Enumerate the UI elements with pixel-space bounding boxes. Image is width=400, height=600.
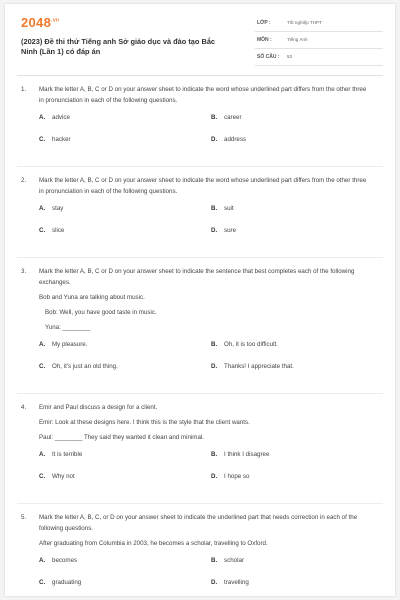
answer-option-a[interactable] <box>39 555 77 566</box>
question-separator <box>17 503 383 504</box>
meta-value: 53 <box>287 54 293 59</box>
question-passage-line: After graduating from Columbia in 2003, he becomes a scholar, travelling to Oxford. <box>39 540 268 547</box>
option-key: A. <box>39 451 46 458</box>
question-separator <box>17 257 383 258</box>
answer-option-c[interactable] <box>39 361 118 372</box>
option-text: slice <box>52 227 65 234</box>
question-number: 4. <box>21 404 27 411</box>
answer-option-d[interactable] <box>211 577 249 588</box>
question-number: 2. <box>21 177 27 184</box>
answer-option-a[interactable] <box>39 203 63 214</box>
option-text: suit <box>224 205 234 212</box>
question-passage-line: Yuna: ________ <box>45 324 91 331</box>
option-key: B. <box>211 114 218 121</box>
answer-option-b[interactable] <box>211 339 278 350</box>
answer-option-d[interactable] <box>211 471 249 482</box>
option-key: C. <box>39 579 46 586</box>
option-key: C. <box>39 473 46 480</box>
option-text: advice <box>52 114 70 121</box>
option-text: travelling <box>224 579 249 586</box>
option-key: A. <box>39 205 46 212</box>
answer-options <box>39 112 367 160</box>
option-text: My pleasure. <box>52 341 88 348</box>
answer-option-a[interactable] <box>39 449 82 460</box>
option-key: D. <box>211 136 218 143</box>
option-text: sure <box>224 227 237 234</box>
option-text: Why not <box>52 473 75 480</box>
option-key: A. <box>39 341 46 348</box>
option-text: hacker <box>52 136 71 143</box>
meta-row-count <box>255 52 383 66</box>
option-text: becomes <box>52 557 78 564</box>
option-text: stay <box>52 205 64 212</box>
option-text: It is terrible <box>52 451 83 458</box>
question-text: Mark the letter A, B, C or D on your answer sheet to indicate the word whose underlined part differs from the other three in pronunciation in each of the following questions. <box>39 86 367 104</box>
answer-option-d[interactable] <box>211 225 236 236</box>
option-text: graduating <box>52 579 82 586</box>
question-1 <box>5 84 395 160</box>
question-separator <box>17 393 383 394</box>
logo-text: 2048 <box>21 15 52 30</box>
answer-option-c[interactable] <box>39 577 81 588</box>
question-number: 3. <box>21 268 27 275</box>
option-text: I think I disagree <box>224 451 270 458</box>
answer-options <box>39 555 367 596</box>
answer-options <box>39 449 367 497</box>
option-key: C. <box>39 227 46 234</box>
option-text: I hope so <box>224 473 250 480</box>
meta-label: MÔN : <box>257 37 272 43</box>
question-passage-line: Emir: Look at these designs here. I think this is the style that the client wants. <box>39 419 250 426</box>
question-number: 1. <box>21 86 27 93</box>
meta-value: Tốt nghiệp THPT <box>287 20 322 25</box>
option-key: B. <box>211 341 218 348</box>
option-text: Thanks! I appreciate that. <box>224 363 294 370</box>
question-separator <box>17 166 383 167</box>
logo-suffix: .vn <box>51 17 60 24</box>
meta-label: LỚP : <box>257 20 271 26</box>
meta-label: SỐ CÂU : <box>257 54 280 60</box>
option-text: Oh, it is too difficult. <box>224 341 278 348</box>
option-key: B. <box>211 557 218 564</box>
question-passage-line: Bob: Well, you have good taste in music. <box>45 309 157 316</box>
answer-option-b[interactable] <box>211 555 244 566</box>
option-key: B. <box>211 451 218 458</box>
option-text: address <box>224 136 247 143</box>
option-key: B. <box>211 205 218 212</box>
option-text: career <box>224 114 242 121</box>
option-key: C. <box>39 363 46 370</box>
meta-value: Tiếng Anh <box>287 37 308 42</box>
document-meta <box>255 18 383 69</box>
question-5 <box>5 512 395 596</box>
question-text: Emir and Paul discuss a design for a client. <box>39 404 158 411</box>
answer-options <box>39 203 367 251</box>
meta-row-class <box>255 18 383 32</box>
option-key: A. <box>39 114 46 121</box>
document-title: (2023) Đề thi thử Tiếng anh Sở giáo dục và đào tạo Bắc Ninh (Lần 1) có đáp án <box>21 37 216 56</box>
question-3 <box>5 266 395 387</box>
question-list <box>5 84 395 596</box>
answer-options <box>39 339 367 387</box>
meta-row-subject <box>255 35 383 49</box>
option-key: C. <box>39 136 46 143</box>
answer-option-b[interactable] <box>211 449 269 460</box>
answer-option-d[interactable] <box>211 361 294 372</box>
question-text: Mark the letter A, B, C or D on your answer sheet to indicate the word whose underlined part differs from the other three in pronunciation in each of the following questions. <box>39 177 367 195</box>
answer-option-c[interactable] <box>39 225 64 236</box>
option-key: D. <box>211 227 218 234</box>
header-divider <box>17 75 383 76</box>
document-page <box>5 4 395 596</box>
option-key: D. <box>211 363 218 370</box>
question-2 <box>5 175 395 251</box>
option-text: scholar <box>224 557 244 564</box>
answer-option-b[interactable] <box>211 112 242 123</box>
option-key: D. <box>211 579 218 586</box>
answer-option-c[interactable] <box>39 134 71 145</box>
question-passage-line: Bob and Yuna are talking about music. <box>39 294 145 301</box>
page-header <box>5 4 395 66</box>
option-key: D. <box>211 473 218 480</box>
question-4 <box>5 402 395 497</box>
answer-option-d[interactable] <box>211 134 246 145</box>
answer-option-c[interactable] <box>39 471 75 482</box>
question-number: 5. <box>21 514 27 521</box>
question-passage-line: Paul: ________ They said they wanted it clean and minimal. <box>39 434 204 441</box>
option-key: A. <box>39 557 46 564</box>
question-text: Mark the letter A, B, C or D on your answer sheet to indicate the sentence that best completes each of the following exchanges. <box>39 268 355 286</box>
site-logo[interactable] <box>21 15 59 30</box>
answer-option-b[interactable] <box>211 203 234 214</box>
option-text: Oh, it's just an old thing. <box>52 363 118 370</box>
answer-option-a[interactable] <box>39 112 70 123</box>
question-text: Mark the letter A, B, C, or D on your answer sheet to indicate the underlined part that needs correction in each of the following questions. <box>39 514 358 532</box>
answer-option-a[interactable] <box>39 339 87 350</box>
